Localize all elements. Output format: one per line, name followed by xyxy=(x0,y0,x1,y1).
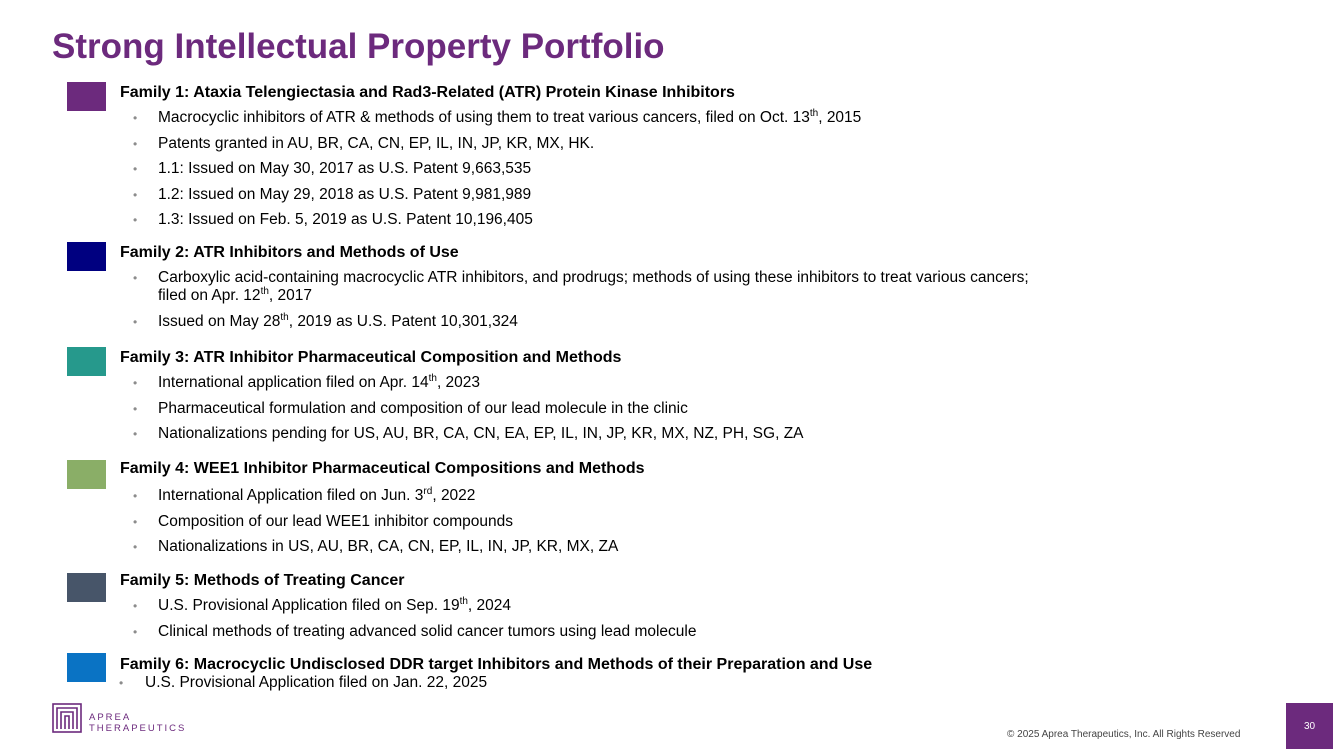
family-5-bullets xyxy=(133,597,696,648)
family-5-title: Family 5: Methods of Treating Cancer xyxy=(120,572,405,589)
company-logo xyxy=(52,703,192,735)
family-6-color-swatch xyxy=(67,653,106,682)
list-item: • U.S. Provisional Application filed on Jan. 22, 2025 xyxy=(119,674,488,691)
list-item: • Macrocyclic inhibitors of ATR & methods of using them to treat various cancers, filed on Oct. 13th, 2015 xyxy=(133,107,862,126)
list-item: • International application filed on Apr. 14th, 2023 xyxy=(133,372,481,391)
list-item: • U.S. Provisional Application filed on Sep. 19th, 2024 xyxy=(133,595,512,614)
family-3-bullets xyxy=(133,374,804,451)
family-6-title: Family 6: Macrocyclic Undisclosed DDR target Inhibitors and Methods of their Preparation and Use xyxy=(120,656,873,673)
list-item: • 1.3: Issued on Feb. 5, 2019 as U.S. Patent 10,196,405 xyxy=(133,211,533,228)
list-item: • Composition of our lead WEE1 inhibitor compounds xyxy=(133,512,513,530)
family-6-bullets xyxy=(119,674,487,700)
family-1-title: Family 1: Ataxia Telengiectasia and Rad3-Related (ATR) Protein Kinase Inhibitors xyxy=(120,84,735,101)
list-item: • Issued on May 28th, 2019 as U.S. Patent 10,301,324 xyxy=(133,311,518,330)
logo-text-therapeutics: THERAPEUTICS xyxy=(89,723,187,734)
family-4-color-swatch xyxy=(67,460,106,489)
list-item: • Patents granted in AU, BR, CA, CN, EP, IL, IN, JP, KR, MX, HK. xyxy=(133,134,595,152)
list-item: • 1.1: Issued on May 30, 2017 as U.S. Patent 9,663,535 xyxy=(133,160,532,177)
list-item: • Nationalizations pending for US, AU, BR, CA, CN, EA, EP, IL, IN, JP, KR, MX, NZ, PH, SG, ZA xyxy=(133,425,804,442)
family-5-color-swatch xyxy=(67,573,106,602)
family-1-color-swatch xyxy=(67,82,106,111)
list-item: • Nationalizations in US, AU, BR, CA, CN, EP, IL, IN, JP, KR, MX, ZA xyxy=(133,538,619,555)
list-item: • International Application filed on Jun. 3rd, 2022 xyxy=(133,485,476,504)
family-1-bullets xyxy=(133,109,861,237)
page-number: 30 xyxy=(1286,703,1333,749)
family-3-color-swatch xyxy=(67,347,106,376)
page-title: Strong Intellectual Property Portfolio xyxy=(52,27,665,66)
list-item: • 1.2: Issued on May 29, 2018 as U.S. Patent 9,981,989 xyxy=(133,185,532,203)
logo-text-aprea: APREA xyxy=(89,712,132,723)
list-item: • Carboxylic acid-containing macrocyclic ATR inhibitors, and prodrugs; methods of using these inhibitors to treat various cancers; filed on Apr. 12th, 2017 xyxy=(133,269,1029,304)
family-4-title: Family 4: WEE1 Inhibitor Pharmaceutical Compositions and Methods xyxy=(120,460,645,477)
list-item: • Pharmaceutical formulation and composition of our lead molecule in the clinic xyxy=(133,399,688,417)
family-2-bullets xyxy=(133,269,1029,338)
family-3-title: Family 3: ATR Inhibitor Pharmaceutical Composition and Methods xyxy=(120,349,622,366)
family-2-color-swatch xyxy=(67,242,106,271)
family-2-title: Family 2: ATR Inhibitors and Methods of Use xyxy=(120,244,459,261)
family-4-bullets xyxy=(133,487,618,564)
list-item: • Clinical methods of treating advanced solid cancer tumors using lead molecule xyxy=(133,622,697,640)
copyright-notice: © 2025 Aprea Therapeutics, Inc. All Rights Reserved xyxy=(1007,729,1241,740)
aprea-logo-icon xyxy=(52,703,82,733)
